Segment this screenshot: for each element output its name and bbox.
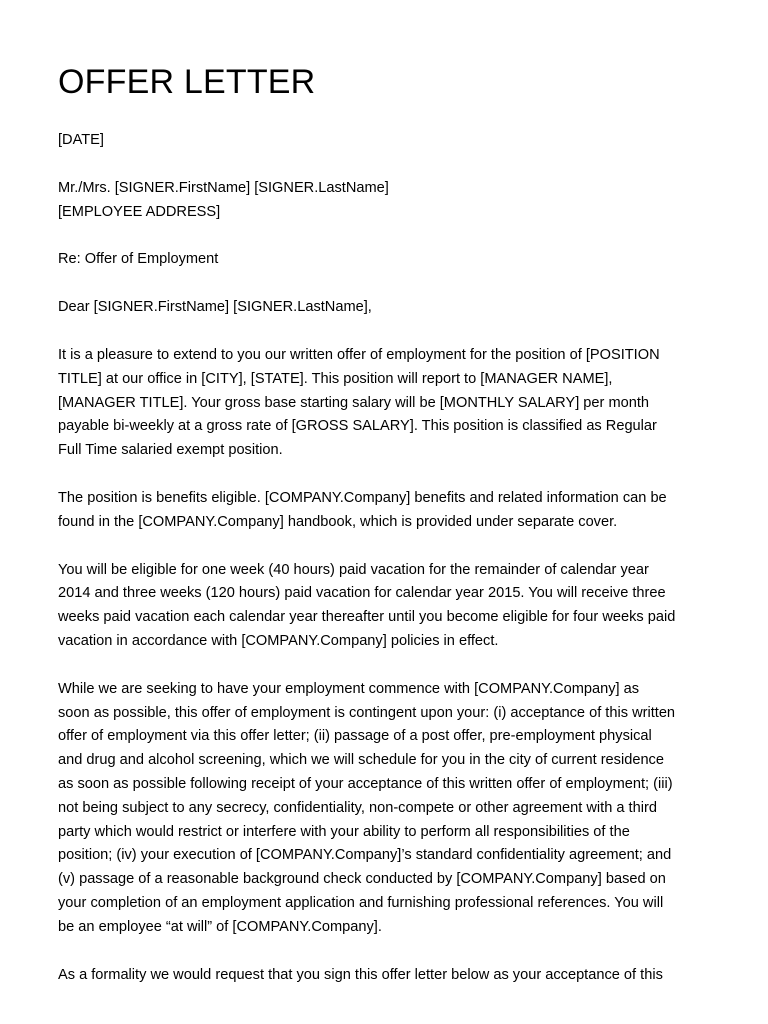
paragraph-benefits: [58, 487, 718, 535]
paragraph-line: offer of employment via this offer letter; (ii) passage of a post offer, pre-employment physical: [58, 728, 652, 745]
paragraph-line: party which would restrict or interfere with your ability to perform all responsibilities of the: [58, 823, 630, 840]
paragraph-line: 2014 and three weeks (120 hours) paid vacation for calendar year 2015. You will receive three: [58, 585, 666, 602]
paragraph-contingencies: [58, 678, 718, 940]
paragraph-line: position; (iv) your execution of [COMPANY.Company]’s standard confidentiality agreement; and: [58, 847, 672, 864]
paragraph-line: You will be eligible for one week (40 hours) paid vacation for the remainder of calendar year: [58, 561, 649, 578]
paragraph-line: (v) passage of a reasonable background check conducted by [COMPANY.Company] based on: [58, 871, 666, 888]
paragraph-line: It is a pleasure to extend to you our written offer of employment for the position of [POSITION: [58, 346, 660, 363]
addressee-name: Mr./Mrs. [SIGNER.FirstName] [SIGNER.LastName]: [58, 179, 389, 196]
paragraph-line: [MANAGER TITLE]. Your gross base starting salary will be [MONTHLY SALARY] per month: [58, 394, 650, 411]
paragraph-line: TITLE] at our office in [CITY], [STATE]. This position will report to [MANAGER NAME],: [58, 370, 613, 387]
paragraph-line: payable bi-weekly at a gross rate of [GROSS SALARY]. This position is classified as Regular: [58, 418, 657, 435]
paragraph-line: your completion of an employment application and furnishing professional references. You will: [58, 894, 664, 911]
letter-title: OFFER LETTER: [58, 63, 316, 101]
re-line: Re: Offer of Employment: [58, 251, 219, 268]
paragraph-vacation: [58, 559, 718, 654]
paragraph-line: vacation in accordance with [COMPANY.Company] policies in effect.: [58, 632, 499, 649]
letter-content: [58, 62, 718, 1011]
paragraph-line: soon as possible, this offer of employment is contingent upon your: (i) acceptance of this written: [58, 704, 676, 721]
salutation: Dear [SIGNER.FirstName] [SIGNER.LastName],: [58, 299, 372, 316]
paragraph-line: found in the [COMPANY.Company] handbook, which is provided under separate cover.: [58, 513, 618, 530]
employee-address: [EMPLOYEE ADDRESS]: [58, 203, 221, 220]
paragraph-line: The position is benefits eligible. [COMPANY.Company] benefits and related information can be: [58, 489, 667, 506]
paragraph-formality: [58, 964, 718, 988]
paragraph-line: as soon as possible following receipt of your acceptance of this written offer of employment; (iii): [58, 775, 673, 792]
paragraph-line: be an employee “at will” of [COMPANY.Company].: [58, 918, 382, 935]
paragraph-line: not being subject to any secrecy, confidentiality, non-compete or other agreement with a third: [58, 799, 657, 816]
paragraph-line: Full Time salaried exempt position.: [58, 442, 283, 459]
date-line: [DATE]: [58, 132, 104, 148]
paragraph-line: and drug and alcohol screening, which we will schedule for you in the city of current residence: [58, 752, 664, 769]
address-block: [58, 177, 718, 225]
paragraph-line: As a formality we would request that you sign this offer letter below as your acceptance of this: [58, 966, 663, 983]
paragraph-line: weeks paid vacation each calendar year thereafter until you become eligible for four weeks paid: [58, 609, 676, 626]
paragraph-line: While we are seeking to have your employment commence with [COMPANY.Company] as: [58, 680, 640, 697]
paragraph-position: [58, 344, 718, 463]
